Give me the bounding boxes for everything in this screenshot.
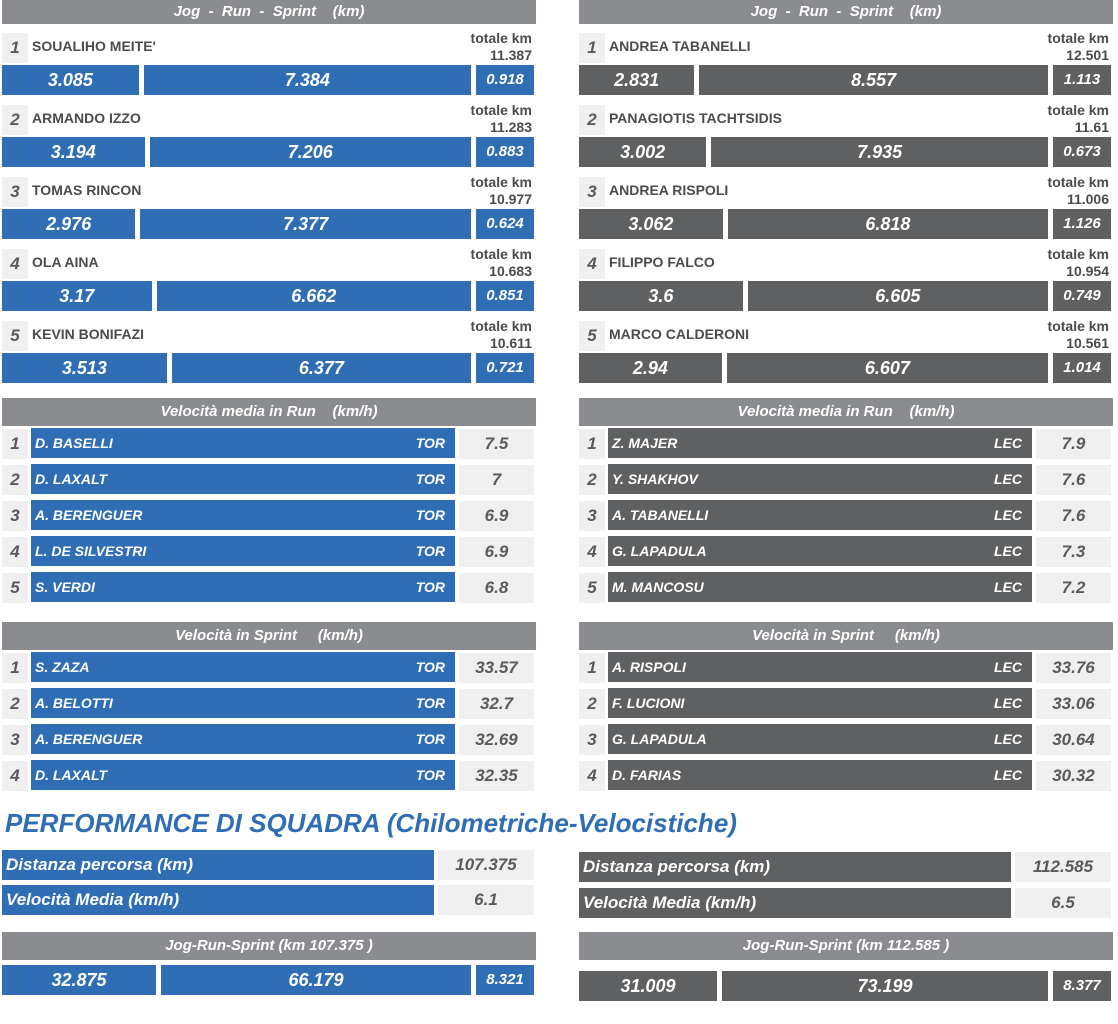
player-name: PANAGIOTIS TACHTSIDIS (609, 110, 782, 126)
total-km-label: totale km (470, 102, 532, 118)
sprint-bar: 0.883 (476, 137, 534, 167)
km-row (579, 168, 1113, 240)
team-code: TOR (415, 695, 445, 711)
rank: 4 (579, 537, 605, 567)
total-km-label: totale km (470, 174, 532, 190)
sprint-speed-row (579, 722, 1113, 758)
total-km-label: totale km (470, 30, 532, 46)
team-code: TOR (415, 471, 445, 487)
rank: 2 (579, 465, 605, 495)
run-bar: 7.384 (144, 65, 471, 95)
total-km-label: totale km (1047, 246, 1109, 262)
sprint-bar: 0.721 (476, 353, 534, 383)
team-distance-row (2, 850, 536, 880)
jog-bar: 3.194 (2, 137, 145, 167)
speed-value: 6.5 (1015, 888, 1111, 918)
player-name: D. LAXALT (35, 471, 108, 487)
rank: 2 (579, 105, 605, 135)
team-code: LEC (994, 543, 1022, 559)
player-name: M. MANCOSU (612, 579, 704, 595)
km-table (579, 24, 1113, 384)
run-bar: 7.935 (711, 137, 1048, 167)
run-speed-row (2, 534, 536, 570)
rank: 4 (2, 761, 28, 791)
speed-value: 32.35 (459, 761, 534, 791)
distance-label: Distanza percorsa (km) (579, 852, 1011, 882)
speed-value: 6.9 (459, 537, 534, 567)
km-table (2, 24, 536, 384)
speed-value: 32.7 (459, 689, 534, 719)
team-code: TOR (415, 435, 445, 451)
jog-bar: 3.062 (579, 209, 723, 239)
rank: 1 (579, 653, 605, 683)
rank: 5 (579, 573, 605, 603)
rank: 3 (2, 725, 28, 755)
rank: 3 (579, 725, 605, 755)
speed-label: Velocità Media (km/h) (2, 885, 434, 915)
run-bar: 6.818 (728, 209, 1048, 239)
sprint-bar: 0.918 (476, 65, 534, 95)
speed-value: 6.8 (459, 573, 534, 603)
rank: 4 (2, 249, 28, 279)
rank: 2 (2, 105, 28, 135)
team-code: LEC (994, 579, 1022, 595)
player-name: Z. MAJER (612, 435, 678, 451)
team-speed-row (579, 888, 1113, 918)
speed-value: 7.9 (1036, 429, 1111, 459)
team-code: LEC (994, 695, 1022, 711)
player-name: MARCO CALDERONI (609, 326, 749, 342)
total-km-value: 10.561 (1066, 335, 1109, 351)
total-km-label: totale km (1047, 174, 1109, 190)
sprint-speed-row (579, 758, 1113, 794)
sprint-speed-section (2, 622, 536, 794)
away-team-column (579, 0, 1113, 996)
speed-value: 33.57 (459, 653, 534, 683)
run-speed-row (579, 534, 1113, 570)
speed-value: 6.9 (459, 501, 534, 531)
jog-bar: 3.085 (2, 65, 139, 95)
km-row (2, 240, 536, 312)
run-speed-row (579, 498, 1113, 534)
team-code: TOR (415, 731, 445, 747)
player-name: D. BASELLI (35, 435, 113, 451)
player-name: KEVIN BONIFAZI (32, 326, 145, 342)
km-row (579, 96, 1113, 168)
team-jrs-header: Jog-Run-Sprint (km 112.585 ) (579, 932, 1113, 960)
player-name: A. BERENGUER (35, 507, 143, 523)
speed-value: 30.32 (1036, 761, 1111, 791)
sprint-bar: 0.749 (1053, 281, 1111, 311)
distance-label: Distanza percorsa (km) (2, 850, 434, 880)
rank: 5 (579, 321, 605, 351)
speed-value: 6.1 (438, 885, 534, 915)
team-code: TOR (415, 767, 445, 783)
player-name: L. DE SILVESTRI (35, 543, 147, 559)
run-bar: 7.206 (150, 137, 471, 167)
total-km-value: 10.683 (489, 263, 532, 279)
total-km-value: 12.501 (1066, 47, 1109, 63)
total-km-label: totale km (1047, 30, 1109, 46)
run-bar: 6.662 (157, 281, 471, 311)
run-speed-section (579, 398, 1113, 606)
player-name: ANDREA RISPOLI (609, 182, 729, 198)
rank: 1 (579, 33, 605, 63)
km-header: Jog - Run - Sprint (km) (2, 0, 536, 24)
km-row (2, 312, 536, 384)
team-code: LEC (994, 471, 1022, 487)
rank: 3 (2, 177, 28, 207)
team-code: TOR (415, 543, 445, 559)
sprint-speed-row (579, 686, 1113, 722)
rank: 2 (579, 689, 605, 719)
run-speed-header: Velocità media in Run (km/h) (579, 398, 1113, 426)
team-code: LEC (994, 435, 1022, 451)
player-name: OLA AINA (32, 254, 99, 270)
speed-value: 32.69 (459, 725, 534, 755)
team-code: LEC (994, 507, 1022, 523)
rank: 3 (579, 177, 605, 207)
run-speed-row (579, 570, 1113, 606)
sprint-bar: 0.673 (1053, 137, 1111, 167)
total-km-value: 11.006 (1066, 191, 1109, 207)
player-name: A. BELOTTI (35, 695, 113, 711)
km-header: Jog - Run - Sprint (km) (579, 0, 1113, 24)
team-distance-row (579, 852, 1113, 882)
rank: 2 (2, 465, 28, 495)
speed-value: 30.64 (1036, 725, 1111, 755)
team-speed-row (2, 885, 536, 915)
team-code: LEC (994, 659, 1022, 675)
sprint-speed-section (579, 622, 1113, 794)
team-run-bar: 73.199 (722, 971, 1048, 1001)
player-name: G. LAPADULA (612, 543, 707, 559)
player-name: S. ZAZA (35, 659, 90, 675)
rank: 3 (2, 501, 28, 531)
run-bar: 8.557 (699, 65, 1048, 95)
speed-label: Velocità Media (km/h) (579, 888, 1011, 918)
rank: 1 (2, 653, 28, 683)
team-jog-bar: 32.875 (2, 965, 156, 995)
run-bar: 6.605 (748, 281, 1048, 311)
team-run-bar: 66.179 (161, 965, 471, 995)
distance-value: 112.585 (1015, 852, 1111, 882)
distance-value: 107.375 (438, 850, 534, 880)
rank: 5 (2, 573, 28, 603)
rank: 1 (2, 429, 28, 459)
run-speed-row (2, 426, 536, 462)
sprint-speed-header: Velocità in Sprint (km/h) (579, 622, 1113, 650)
speed-value: 7.3 (1036, 537, 1111, 567)
sprint-speed-row (2, 686, 536, 722)
total-km-value: 11.61 (1074, 119, 1109, 135)
player-name: TOMAS RINCON (32, 182, 142, 198)
sprint-bar: 1.014 (1053, 353, 1111, 383)
run-bar: 7.377 (140, 209, 471, 239)
sprint-bar: 0.851 (476, 281, 534, 311)
player-name: ARMANDO IZZO (32, 110, 141, 126)
rank: 1 (579, 429, 605, 459)
jog-bar: 2.976 (2, 209, 135, 239)
total-km-label: totale km (1047, 318, 1109, 334)
total-km-value: 11.387 (489, 47, 532, 63)
team-jrs-header: Jog-Run-Sprint (km 107.375 ) (2, 932, 536, 960)
km-row (579, 312, 1113, 384)
player-name: F. LUCIONI (612, 695, 685, 711)
player-name: D. LAXALT (35, 767, 108, 783)
team-sprint-bar: 8.321 (476, 965, 534, 995)
team-code: TOR (415, 507, 445, 523)
sprint-bar: 1.113 (1053, 65, 1111, 95)
run-bar: 6.607 (727, 353, 1048, 383)
team-jrs-section (579, 932, 1113, 996)
total-km-value: 10.611 (489, 335, 532, 351)
total-km-label: totale km (470, 246, 532, 262)
player-name: FILIPPO FALCO (609, 254, 715, 270)
total-km-value: 10.977 (489, 191, 532, 207)
team-code: TOR (415, 659, 445, 675)
player-name: D. FARIAS (612, 767, 682, 783)
km-row (579, 24, 1113, 96)
team-code: TOR (415, 579, 445, 595)
sprint-bar: 1.126 (1053, 209, 1111, 239)
sprint-speed-row (579, 650, 1113, 686)
speed-value: 33.76 (1036, 653, 1111, 683)
rank: 4 (2, 537, 28, 567)
player-name: A. TABANELLI (612, 507, 709, 523)
jog-bar: 3.002 (579, 137, 706, 167)
sprint-bar: 0.624 (476, 209, 534, 239)
team-code: LEC (994, 767, 1022, 783)
player-name: A. RISPOLI (612, 659, 686, 675)
speed-value: 7.2 (1036, 573, 1111, 603)
run-bar: 6.377 (172, 353, 471, 383)
team-sprint-bar: 8.377 (1053, 971, 1111, 1001)
jog-bar: 3.513 (2, 353, 167, 383)
km-row (2, 168, 536, 240)
player-name: G. LAPADULA (612, 731, 707, 747)
run-speed-row (2, 462, 536, 498)
team-jog-bar: 31.009 (579, 971, 717, 1001)
rank: 4 (579, 761, 605, 791)
jog-bar: 2.831 (579, 65, 694, 95)
player-name: A. BERENGUER (35, 731, 143, 747)
run-speed-row (579, 426, 1113, 462)
km-row (2, 24, 536, 96)
player-name: ANDREA TABANELLI (609, 38, 751, 54)
sprint-speed-row (2, 650, 536, 686)
jog-bar: 3.17 (2, 281, 152, 311)
sprint-speed-row (2, 758, 536, 794)
run-speed-header: Velocità media in Run (km/h) (2, 398, 536, 426)
speed-value: 7.5 (459, 429, 534, 459)
jog-bar: 3.6 (579, 281, 743, 311)
run-speed-row (579, 462, 1113, 498)
sprint-speed-header: Velocità in Sprint (km/h) (2, 622, 536, 650)
player-name: S. VERDI (35, 579, 95, 595)
speed-value: 33.06 (1036, 689, 1111, 719)
run-speed-row (2, 570, 536, 606)
total-km-label: totale km (470, 318, 532, 334)
rank: 1 (2, 33, 28, 63)
km-row (579, 240, 1113, 312)
rank: 3 (579, 501, 605, 531)
speed-value: 7.6 (1036, 501, 1111, 531)
performance-title: PERFORMANCE DI SQUADRA (Chilometriche-Velocistiche) (5, 808, 737, 838)
player-name: Y. SHAKHOV (612, 471, 698, 487)
team-code: LEC (994, 731, 1022, 747)
rank: 4 (579, 249, 605, 279)
rank: 5 (2, 321, 28, 351)
team-jrs-section (2, 932, 536, 990)
run-speed-row (2, 498, 536, 534)
player-name: SOUALIHO MEITE' (32, 38, 156, 54)
total-km-value: 11.283 (489, 119, 532, 135)
run-speed-section (2, 398, 536, 606)
speed-value: 7.6 (1036, 465, 1111, 495)
rank: 2 (2, 689, 28, 719)
km-row (2, 96, 536, 168)
speed-value: 7 (459, 465, 534, 495)
total-km-label: totale km (1047, 102, 1109, 118)
total-km-value: 10.954 (1066, 263, 1109, 279)
jog-bar: 2.94 (579, 353, 722, 383)
sprint-speed-row (2, 722, 536, 758)
